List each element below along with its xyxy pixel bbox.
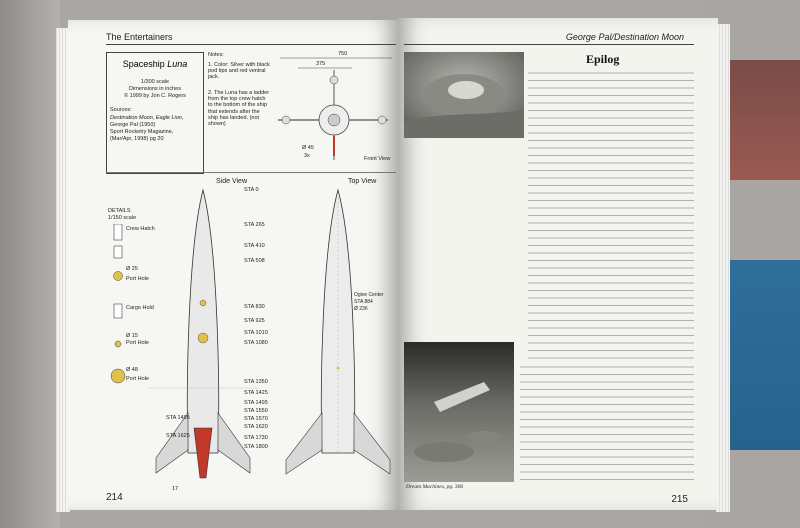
body-text-lines-lower (520, 364, 694, 484)
detail-diameter-48: Ø 48 (126, 367, 138, 373)
source-1: Destination Moon, Eagle Lion, (110, 115, 184, 121)
sources-label: Sources: (110, 107, 132, 113)
dim-17: 17 (172, 486, 179, 492)
sta-1570: STA 1570 (244, 416, 268, 422)
diagram-scale: 1/300 scale (140, 79, 170, 85)
right-head-rule (404, 44, 694, 45)
epilog-heading: Epilog (586, 52, 620, 66)
detail-diameter-15: Ø 15 (126, 333, 138, 339)
detail-crew-hatch: Crew Hatch (126, 226, 155, 232)
top-view-label: Top View (348, 178, 377, 185)
front-view-drawing (268, 50, 396, 160)
film-still-top (404, 52, 524, 138)
dim-diameter-45: Ø 45 (302, 145, 314, 151)
diagram-title: Spaceship Luna (122, 59, 188, 69)
diagram-copyright: © 1999 by Jon C. Rogers (124, 93, 186, 99)
sta-1495: STA 1495 (244, 400, 268, 406)
right-running-head: George Pal/Destination Moon (565, 32, 684, 42)
sta-1730: STA 1730 (244, 435, 268, 441)
photo-caption: Dream Machines, pg. 306 (406, 484, 464, 490)
source-2: Sport Rocketry Magazine, (110, 129, 174, 135)
sta-925: STA 925 (244, 318, 265, 324)
right-page (398, 18, 718, 510)
source-1b: George Pal (1950) (110, 122, 156, 128)
ogive-diameter: Ø 236 (354, 306, 368, 312)
left-page-number: 214 (106, 492, 123, 503)
book-cover-left (0, 0, 60, 528)
facing-text-bleed (314, 185, 396, 395)
source-2b: (Mar/Apr, 1998) pg 20 (110, 136, 164, 142)
note-2: 2. The Luna has a ladder from the top crew hatch to the bottom of the ship that extends after the ship has landed. (not shown) (208, 90, 270, 128)
diagram-title-box (106, 52, 204, 174)
diagram-divider (106, 172, 396, 173)
detail-port-hole-3: Port Hole (126, 376, 149, 382)
sta-0: STA 0 (244, 187, 259, 193)
side-view-label: Side View (216, 178, 248, 185)
detail-port-hole-1: Port Hole (126, 276, 149, 282)
detail-port-hole-2: Port Hole (126, 340, 149, 346)
film-still-bottom (404, 342, 514, 482)
detail-diameter-25: Ø 25 (126, 266, 138, 272)
details-scale: 1/150 scale (108, 215, 137, 221)
page-edges-right (716, 24, 730, 512)
ogive-sta: STA 884 (354, 299, 373, 305)
sta-1800: STA 1800 (244, 444, 268, 450)
right-body-text (528, 70, 694, 360)
notes-label: Notes: (208, 52, 224, 58)
sta-265: STA 265 (244, 222, 265, 228)
sta-410: STA 410 (244, 243, 265, 249)
note-1: 1. Color: Silver with black pod tips and red ventral jack. (208, 62, 270, 81)
left-running-head: The Entertainers (106, 32, 173, 42)
detail-cargo-hold: Cargo Hold (126, 305, 154, 311)
sta-1010: STA 1010 (244, 330, 268, 336)
front-view-label: Front View (364, 156, 391, 162)
sta-830: STA 830 (244, 304, 265, 310)
side-sta-1625: STA 1625 (166, 433, 190, 439)
right-body-text-lower (520, 364, 694, 484)
sta-1550: STA 1550 (244, 408, 268, 414)
sta-1350: STA 1350 (244, 379, 268, 385)
diagram-units: Dimensions in inches (129, 86, 181, 92)
right-page-number: 215 (671, 494, 688, 505)
dim-375: 375 (316, 61, 326, 67)
dim-3x: 3x (304, 153, 310, 159)
body-text-lines (528, 70, 694, 360)
book-cover-red-band (722, 60, 800, 180)
sta-1425: STA 1425 (244, 390, 268, 396)
dim-750: 750 (338, 51, 348, 57)
left-head-rule (106, 44, 396, 45)
sta-1620: STA 1620 (244, 424, 268, 430)
sta-508: STA 508 (244, 258, 265, 264)
sta-1080: STA 1080 (244, 340, 268, 346)
details-label: DETAILS (108, 208, 131, 214)
ogive-center: Ogive Center (354, 292, 384, 298)
side-sta-1495: STA 1495 (166, 415, 190, 421)
side-view-drawing (148, 188, 258, 488)
